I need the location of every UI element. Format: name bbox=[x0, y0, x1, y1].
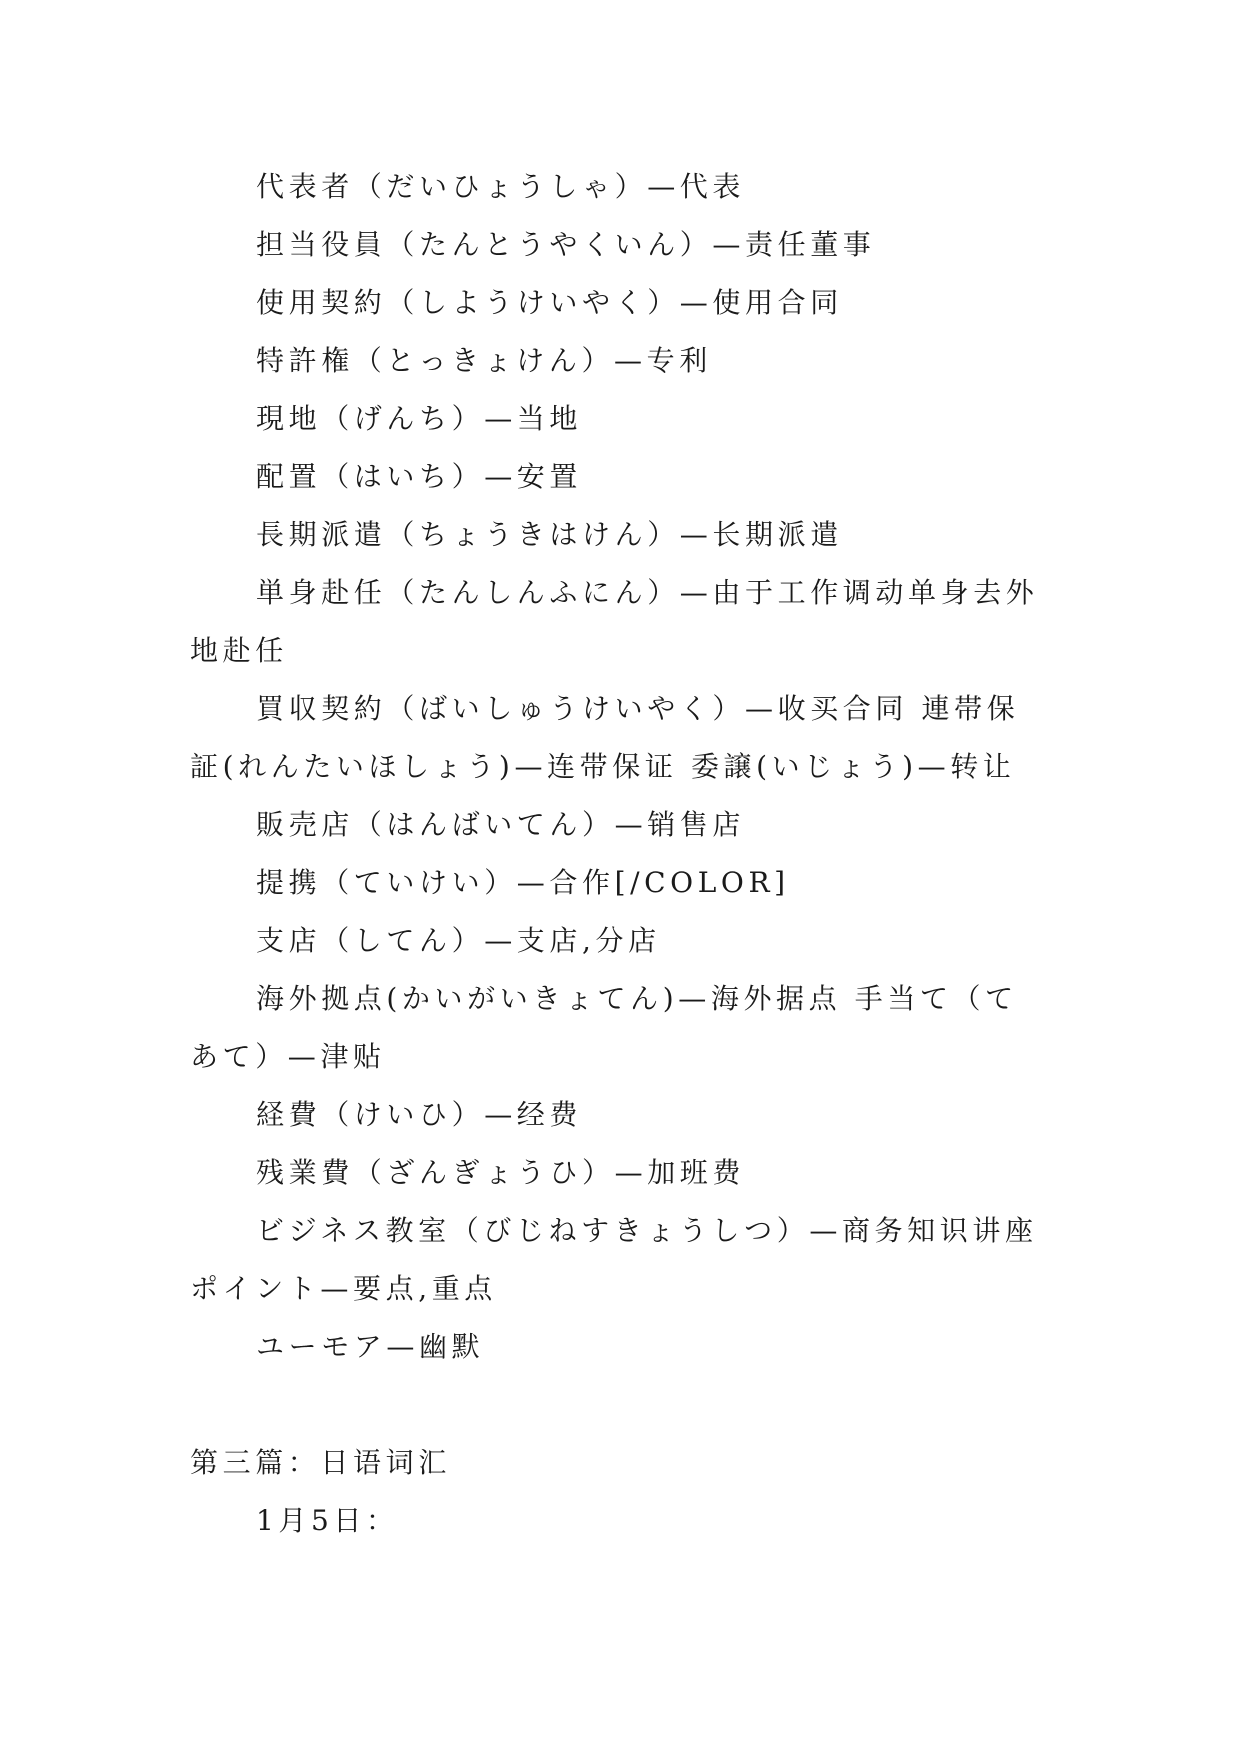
document-body bbox=[190, 158, 1050, 1550]
vocab-entry-genchi: 現地（げんち）—当地 bbox=[256, 402, 583, 435]
vocab-entry-tanshinfunin: 単身赴任（たんしんふにん）—由于工作调动单身去外地赴任 bbox=[190, 576, 1039, 667]
vocab-entry-tantouyakuin: 担当役員（たんとうやくいん）—责任董事 bbox=[256, 228, 876, 261]
vocab-entry-haichi: 配置（はいち）—安置 bbox=[256, 460, 583, 493]
vocab-entry-bijinesu-kyoushitsu: ビジネス教室（びじねすきょうしつ）—商务知识讲座ポイント—要点,重点 bbox=[190, 1214, 1038, 1305]
vocab-entry-shiyoukeiyaku: 使用契約（しようけいやく）—使用合同 bbox=[256, 286, 843, 319]
vocab-entry-tokkyoken: 特許権（とっきょけん）—专利 bbox=[256, 344, 712, 377]
date-line: 1月5日： bbox=[256, 1504, 399, 1537]
section-title: 第三篇：日语词汇 bbox=[190, 1446, 451, 1479]
vocab-entry-keihi: 経費（けいひ）—经费 bbox=[256, 1098, 583, 1131]
vocab-entry-choukihaken: 長期派遣（ちょうきはけん）—长期派遣 bbox=[256, 518, 843, 551]
vocab-entry-teikei: 提携（ていけい）—合作[/COLOR] bbox=[256, 866, 790, 899]
vocab-entry-yuumoa: ユーモア—幽默 bbox=[256, 1330, 485, 1363]
vocab-entry-shiten: 支店（してん）—支店,分店 bbox=[256, 924, 661, 957]
vocab-entry-zangyouhi: 残業費（ざんぎょうひ）—加班费 bbox=[256, 1156, 746, 1189]
vocab-entry-kaigaikyoten: 海外拠点(かいがいきょてん)—海外据点 手当て（てあて）—津贴 bbox=[190, 982, 1018, 1073]
vocab-entry-hanbaiten: 販売店（はんばいてん）—销售店 bbox=[256, 808, 746, 841]
vocab-entry-daihyousha: 代表者（だいひょうしゃ）—代表 bbox=[256, 170, 746, 203]
vocab-entry-baishuukeiyaku: 買収契約（ばいしゅうけいやく）—收买合同 連帯保証(れんたいほしょう)—连带保证 委譲(いじょう)—转让 bbox=[190, 692, 1020, 783]
